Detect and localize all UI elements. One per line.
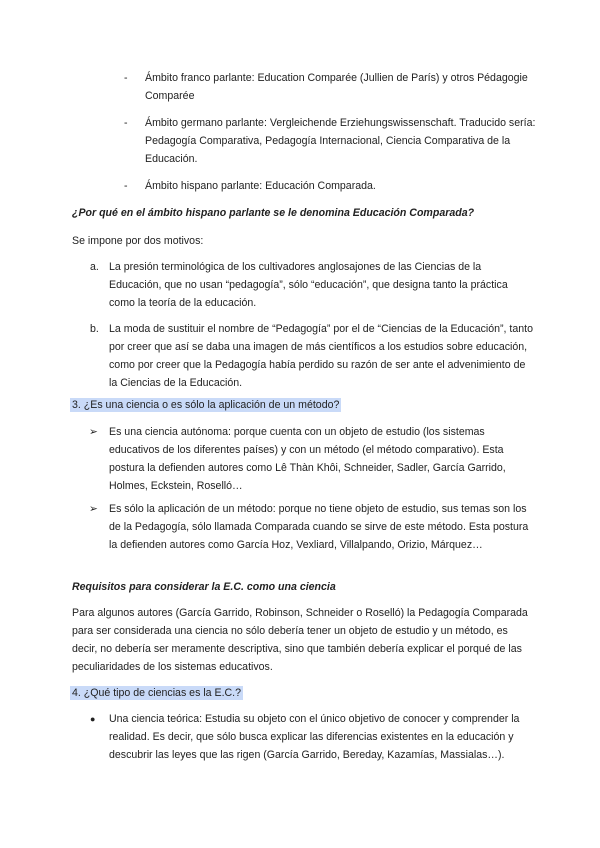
heading-highlight: 4. ¿Qué tipo de ciencias es la E.C.? [72,687,241,699]
dash-marker: - [124,72,128,84]
letter-marker-b: b. [90,323,99,335]
list-item-ambito-franco: Ámbito franco parlante: Education Comparée (Jullien de París) y otros Pédagogie Comparée [145,72,528,102]
list-item-ciencia-autonoma: Es una ciencia autónoma: porque cuenta con un objeto de estudio (los sistemas educativos de los diferentes países) y con un método (el método comparativo). Esta postura la defienden autores como Lê Thàn Khôi, Schneider, Sadler, García Garrido, Holmes, Eckstein, Roselló… [109,426,506,492]
list-item-ambito-germano: Ámbito germano parlante: Vergleichende Erziehungswissenschaft. Traducido sería: Pedagogía Comparativa, Pedagogía Internacional, Ciencia Comparativa de la Educación. [145,117,536,165]
question-educacion-comparada: ¿Por qué en el ámbito hispano parlante se le denomina Educación Comparada? [72,207,475,219]
list-item-ciencia-teorica: Una ciencia teórica: Estudia su objeto con el único objetivo de conocer y comprender la realidad. Es decir, que sólo busca explicar las diferencias existentes en la educación y descubrir las leyes que las rigen (García Garrido, Bereday, Kazamías, Massialas…). [109,713,520,761]
list-item-aplicacion-metodo: Es sólo la aplicación de un método: porque no tiene objeto de estudio, sus temas son los de la Pedagogía, sólo llamada Comparada cuando se sirve de este método. Esta postura la defienden autores como García Hoz, Vexliard, Villalpando, Orizio, Márquez… [109,503,529,551]
paragraph-requisitos: Para algunos autores (García Garrido, Robinson, Schneider o Roselló) la Pedagogía Comparada para ser considerada una ciencia no sólo debería tener un objeto de estudio y un método, es decir, no debería ser meramente descriptiva, sino que también debería explicar el porqué de las peculiaridades de los sistemas educativos. [72,607,528,673]
section-heading-3 [70,396,341,414]
dash-marker: - [124,180,128,192]
list-item-motivo-a: La presión terminológica de los cultivadores anglosajones de las Ciencias de la Educación, que no usan “pedagogía”, sólo “educación”, que designa tanto la práctica como la teoría de la educación. [109,261,508,309]
list-item-ambito-hispano: Ámbito hispano parlante: Educación Comparada. [145,180,376,192]
list-item-motivo-b: La moda de sustituir el nombre de “Pedagogía” por el de “Ciencias de la Educación”, tanto por creer que así se daba una imagen de más científicos a los estudios sobre educación, como por creer que la Pedagogía había perdido su razón de ser ante el advenimiento de la Ciencias de la Educación. [109,323,533,389]
section-heading-4 [70,684,243,702]
intro-motivos: Se impone por dos motivos: [72,235,204,247]
arrow-bullet-icon: ➢ [89,426,98,438]
dash-marker: - [124,117,128,129]
bullet-dot-icon: ● [90,714,96,724]
question-requisitos: Requisitos para considerar la E.C. como una ciencia [72,581,336,593]
letter-marker-a: a. [90,261,99,273]
arrow-bullet-icon: ➢ [89,503,98,515]
heading-highlight: 3. ¿Es una ciencia o es sólo la aplicación de un método? [72,399,340,411]
